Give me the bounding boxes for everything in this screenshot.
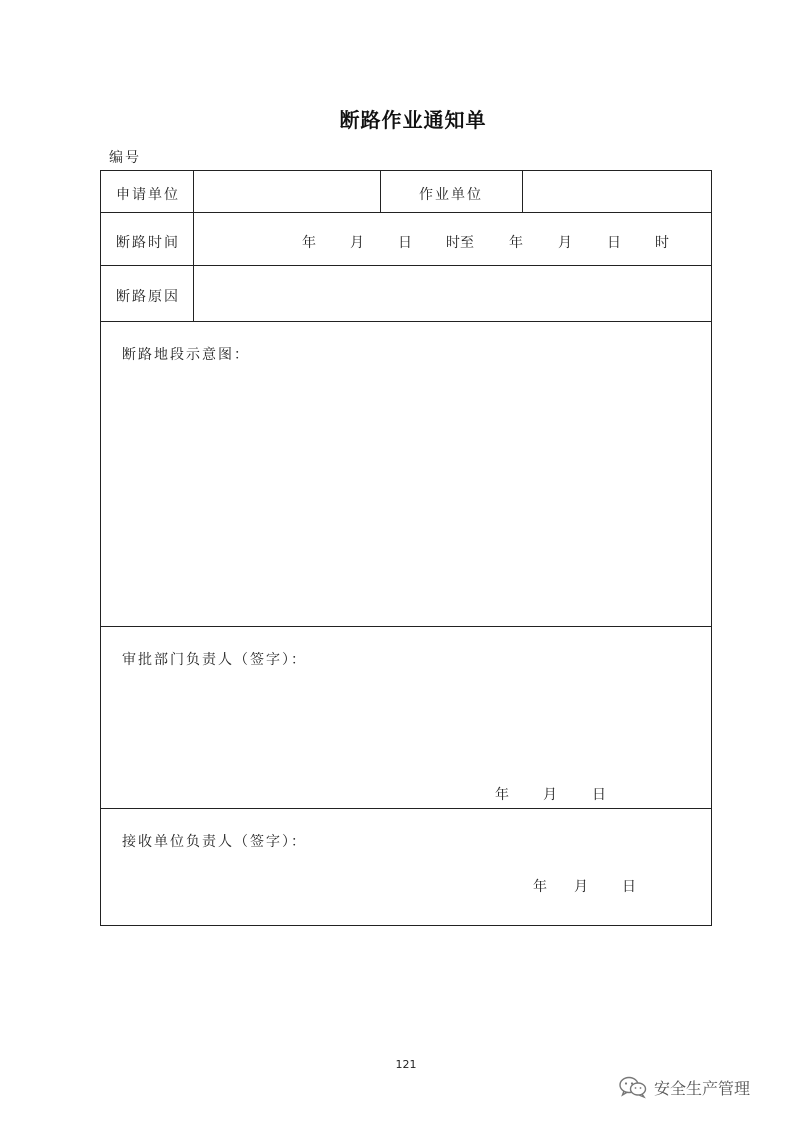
- approval-signature-label: 审批部门负责人（签字）：: [122, 652, 307, 668]
- approval-date-day: 日: [592, 787, 606, 803]
- time-unit-year: 年: [302, 235, 316, 251]
- serial-number-label: 编号: [109, 150, 141, 166]
- receiver-signature-label: 接收单位负责人（签字）：: [122, 834, 307, 850]
- receiver-date-month: 月: [574, 879, 588, 895]
- row-divider: [101, 808, 711, 809]
- column-divider: [193, 171, 194, 321]
- closure-reason-label: 断路原因: [116, 289, 180, 305]
- approval-date-year: 年: [495, 787, 509, 803]
- receiver-date-day: 日: [622, 879, 636, 895]
- receiver-date-year: 年: [533, 879, 547, 895]
- wechat-icon: [618, 1075, 648, 1099]
- notice-form-table: [100, 170, 712, 926]
- row-divider: [101, 626, 711, 627]
- closure-time-label: 断路时间: [116, 235, 180, 251]
- page-number: 121: [395, 1058, 417, 1071]
- time-unit-day: 日: [398, 235, 412, 251]
- watermark-text: 安全生产管理: [654, 1078, 751, 1098]
- time-unit-year: 年: [509, 235, 523, 251]
- row-divider: [101, 321, 711, 322]
- time-unit-day: 日: [607, 235, 621, 251]
- column-divider: [380, 171, 381, 212]
- time-unit-hour: 时: [655, 235, 669, 251]
- time-unit-month: 月: [350, 235, 364, 251]
- time-unit-month: 月: [558, 235, 572, 251]
- operator-unit-label: 作业单位: [419, 187, 483, 203]
- watermark: [618, 1075, 750, 1099]
- column-divider: [522, 171, 523, 212]
- road-section-diagram-label: 断路地段示意图：: [122, 347, 250, 363]
- document-title: 断路作业通知单: [339, 108, 487, 132]
- time-unit-hour-to: 时至: [446, 235, 474, 251]
- approval-date-month: 月: [543, 787, 557, 803]
- applicant-unit-label: 申请单位: [116, 187, 180, 203]
